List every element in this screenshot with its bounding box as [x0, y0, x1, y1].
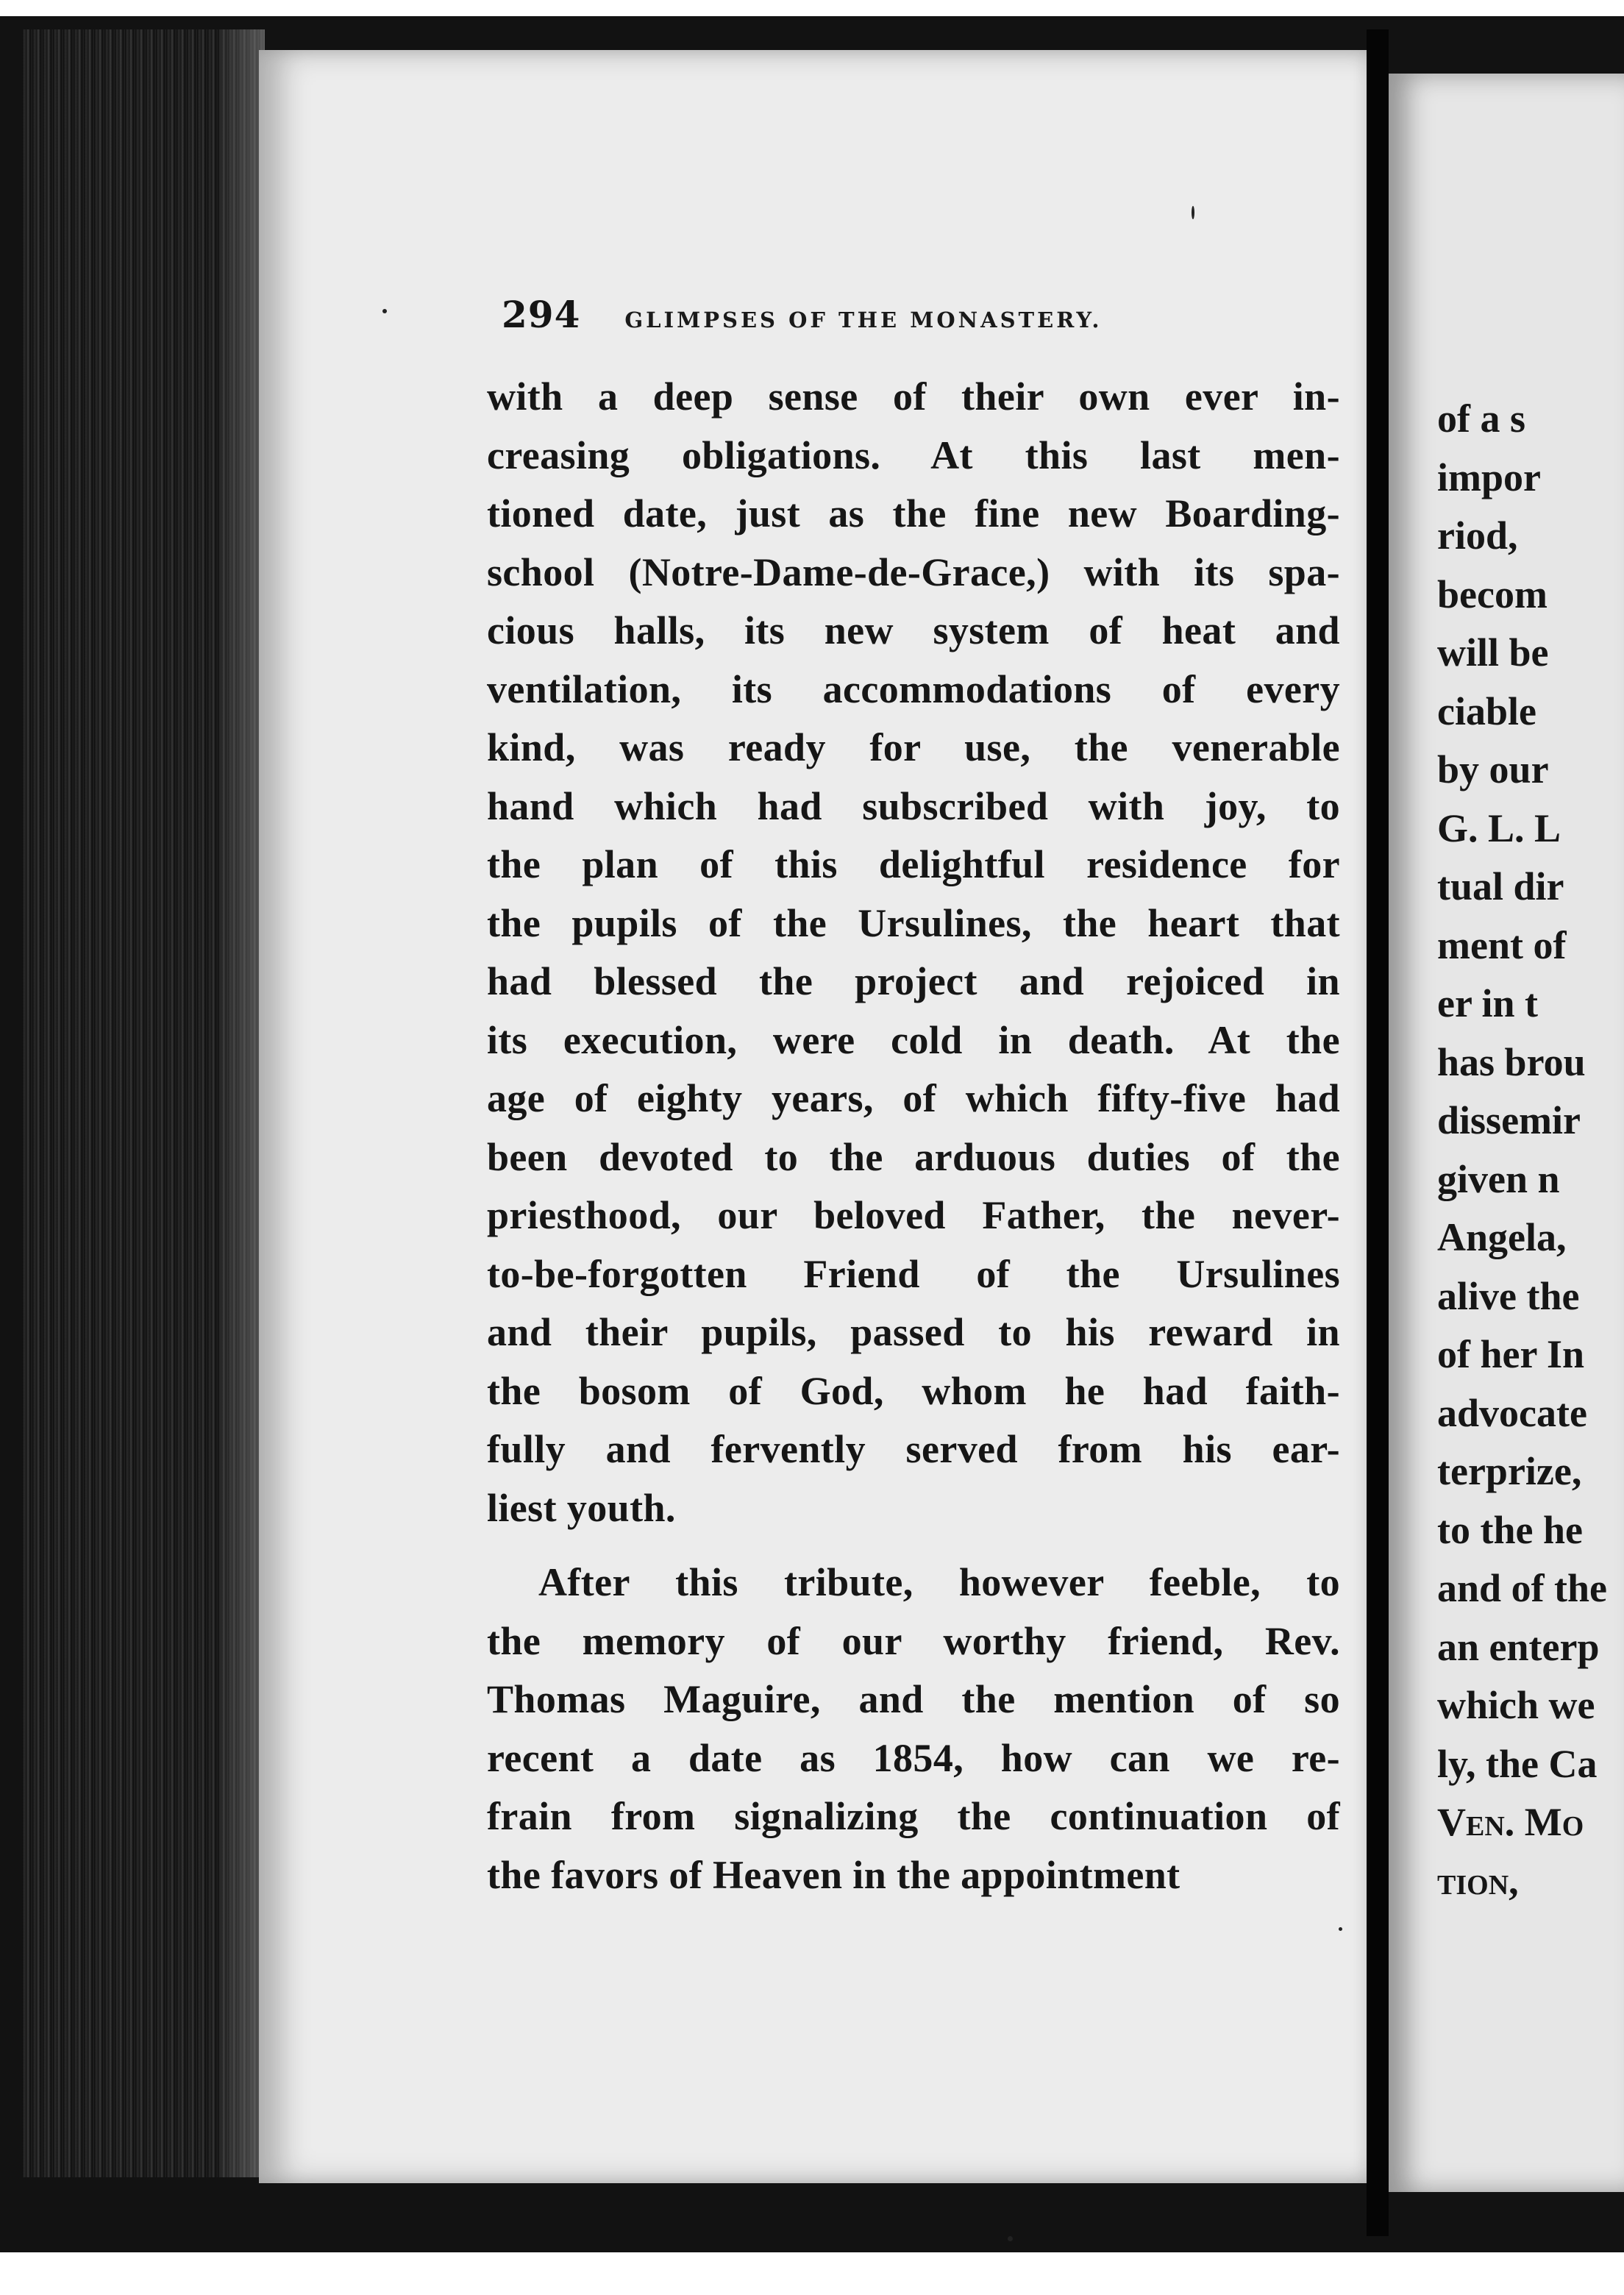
text-line: with a deep sense of their own ever in- — [487, 374, 1340, 419]
right-page-line: which we — [1437, 1683, 1595, 1727]
right-page-line: dissemir — [1437, 1098, 1581, 1142]
right-page-line: an enterp — [1437, 1624, 1600, 1669]
running-title: GLIMPSES OF THE MONASTERY. — [624, 307, 1103, 332]
text-line: school (Notre-Dame-de-Grace,) with its spa- — [487, 549, 1340, 594]
right-page-line: has brou — [1437, 1039, 1586, 1084]
text-line: had blessed the project and rejoiced in — [487, 959, 1340, 1003]
text-line: ventilation, its accommodations of every — [487, 666, 1340, 711]
right-page — [1389, 74, 1624, 2192]
text-line: frain from signalizing the continuation of — [487, 1794, 1340, 1838]
right-page-line: Angela, — [1437, 1215, 1567, 1259]
paragraph-gap — [487, 1537, 1340, 1554]
book-gutter — [1367, 29, 1389, 2236]
text-line: its execution, were cold in death. At the — [487, 1017, 1340, 1062]
text-line: kind, was ready for use, the venerable — [487, 725, 1340, 769]
page-header — [502, 293, 1347, 344]
right-page-line: tion, — [1437, 1858, 1519, 1903]
scan-speck — [382, 309, 387, 313]
right-page-line: of a s — [1437, 396, 1525, 441]
body-text — [487, 368, 1340, 1904]
text-line: the memory of our worthy friend, Rev. — [487, 1618, 1340, 1663]
book-page-edges — [22, 29, 265, 2177]
right-page-line: will be — [1437, 630, 1549, 675]
right-page-line: of her In — [1437, 1332, 1585, 1376]
text-line: fully and fervently served from his ear- — [487, 1427, 1340, 1471]
right-page-line: given n — [1437, 1156, 1560, 1201]
right-page-line: ly, the Ca — [1437, 1741, 1598, 1786]
scan-speck — [1192, 206, 1194, 219]
text-line: been devoted to the arduous duties of the — [487, 1134, 1340, 1179]
right-page-line: ment of — [1437, 922, 1567, 967]
text-line: cious halls, its new system of heat and — [487, 608, 1340, 652]
right-page-line: Ven. Mo — [1437, 1800, 1584, 1844]
text-line: tioned date, just as the fine new Boarding- — [487, 491, 1340, 536]
text-line: and their pupils, passed to his reward in — [487, 1310, 1340, 1354]
scan-speck — [1008, 2236, 1013, 2241]
right-page-line: becom — [1437, 572, 1548, 616]
text-line: creasing obligations. At this last men- — [487, 433, 1340, 477]
right-page-line: tual dir — [1437, 864, 1564, 908]
right-page-line: impor — [1437, 455, 1541, 499]
right-page-line: G. L. L — [1437, 805, 1561, 850]
right-page-line: ciable — [1437, 688, 1536, 733]
right-page-line: by our — [1437, 747, 1549, 791]
text-line: hand which had subscribed with joy, to — [487, 783, 1340, 828]
text-line: Thomas Maguire, and the mention of so — [487, 1677, 1340, 1721]
text-line: age of eighty years, of which fifty-five had — [487, 1076, 1340, 1120]
text-line: After this tribute, however feeble, to — [538, 1560, 1340, 1604]
text-line: liest youth. — [487, 1485, 676, 1530]
right-page-line: to the he — [1437, 1507, 1583, 1552]
right-page-line: and of the — [1437, 1566, 1608, 1610]
right-page-line: alive the — [1437, 1273, 1580, 1318]
text-line: to-be-forgotten Friend of the Ursulines — [487, 1251, 1340, 1296]
text-line: the favors of Heaven in the appointment — [487, 1852, 1180, 1897]
text-line: the plan of this delightful residence for — [487, 842, 1340, 886]
right-page-text — [1437, 390, 1624, 1910]
scan-speck — [1339, 1927, 1342, 1931]
page-number: 294 — [502, 293, 581, 336]
right-page-line: terprize, — [1437, 1449, 1582, 1493]
right-page-line: advocate — [1437, 1390, 1587, 1435]
text-line: the pupils of the Ursulines, the heart that — [487, 900, 1340, 945]
text-line: the bosom of God, whom he had faith- — [487, 1368, 1340, 1413]
text-line: priesthood, our beloved Father, the never- — [487, 1193, 1340, 1237]
right-page-line: riod, — [1437, 513, 1518, 558]
right-page-line: er in t — [1437, 981, 1538, 1025]
text-line: recent a date as 1854, how can we re- — [487, 1735, 1340, 1780]
